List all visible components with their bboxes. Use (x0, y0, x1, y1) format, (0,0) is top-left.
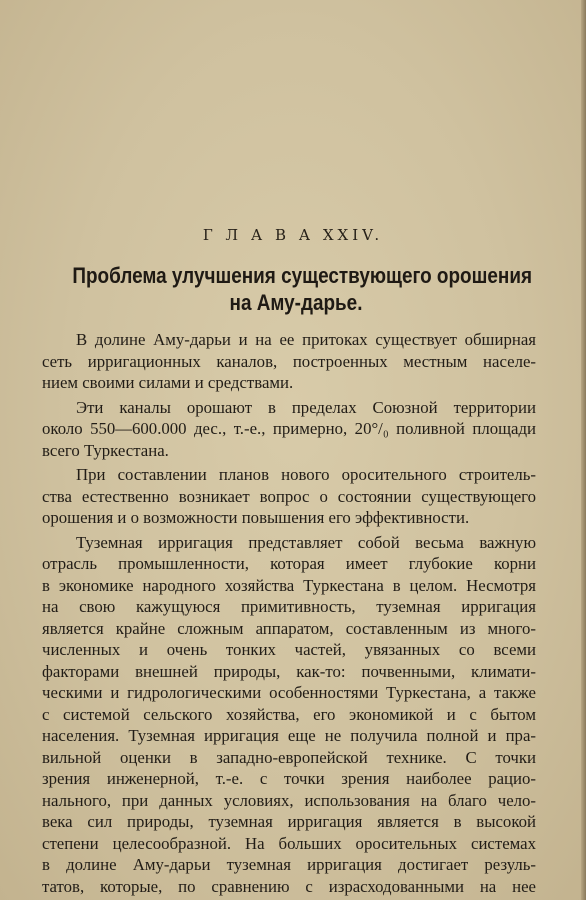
text-line: сеть ирригационных каналов, построенных местным населе- (42, 351, 536, 371)
chapter-title-line-1: Проблема улучшения существующего орошения (72, 263, 533, 288)
page-edge (581, 0, 586, 900)
text-line: с системой сельского хозяйства, его экономикой и с бытом (42, 704, 536, 724)
body-text (42, 329, 536, 900)
text-line: татов, которые, по сравнению с израсходованными на нее (42, 876, 536, 896)
text-line: Туземная ирригация представляет собой весьма важную (76, 532, 536, 552)
text-line: В долине Аму-дарьи и на ее притоках существует обширная (76, 330, 536, 349)
text-line: Эти каналы орошают в пределах Союзной территории (76, 397, 536, 417)
text-line: на свою кажущуюся примитивность, туземная ирригация (42, 597, 536, 616)
paragraph (42, 329, 536, 394)
text-line: в долине Аму-дарьи туземная ирригация достигает резуль- (42, 855, 536, 874)
text-line: факторами внешней природы, как-то: почвенными, климати- (42, 661, 536, 681)
text-line: около 550—600.000 дес., т.-е., примерно, 20°/₀ поливной площади (42, 419, 536, 438)
text-line: нального, при данных условиях, использования на благо чело- (42, 790, 536, 810)
text-line: степени целесообразной. На больших оросительных системах (42, 833, 536, 853)
text-line: отрасль промышленности, которая имеет глубокие корни (42, 554, 536, 573)
text-line: нием своими силами и средствами. (42, 373, 294, 392)
text-line: орошения и о возможности повышения его эффективности. (42, 508, 470, 527)
text-line: ческими и гидрологическими особенностями Туркестана, а также (42, 683, 536, 702)
text-line: При составлении планов нового оросительного строитель- (76, 465, 536, 484)
chapter-title-line-2: на Аму-дарье. (229, 290, 363, 315)
chapter-title (72, 262, 533, 316)
text-line: зрения инженерной, т.-е. с точки зрения наиболее рацио- (42, 769, 536, 788)
text-line: вильной оценки в западно-европейской технике. С точки (42, 747, 536, 767)
text-line: в экономике народного хозяйства Туркестана в целом. Несмотря (42, 575, 536, 595)
paragraph (42, 532, 536, 898)
text-line: населения. Туземная ирригация еще не получила полной и пра- (42, 726, 536, 745)
paragraph (42, 397, 536, 462)
chapter-heading: Г Л А В А XXIV. (202, 226, 384, 244)
text-line: всего Туркестана. (42, 440, 169, 460)
text-line: века сил природы, туземная ирригация является в высокой (42, 812, 536, 831)
text-line: является крайне сложным аппаратом, составленным из много- (42, 618, 536, 638)
paragraph (42, 464, 536, 529)
text-line: ства естественно возникает вопрос о состоянии существующего (42, 486, 536, 506)
text-line: численных и очень тонких частей, увязанных со всеми (42, 640, 536, 659)
